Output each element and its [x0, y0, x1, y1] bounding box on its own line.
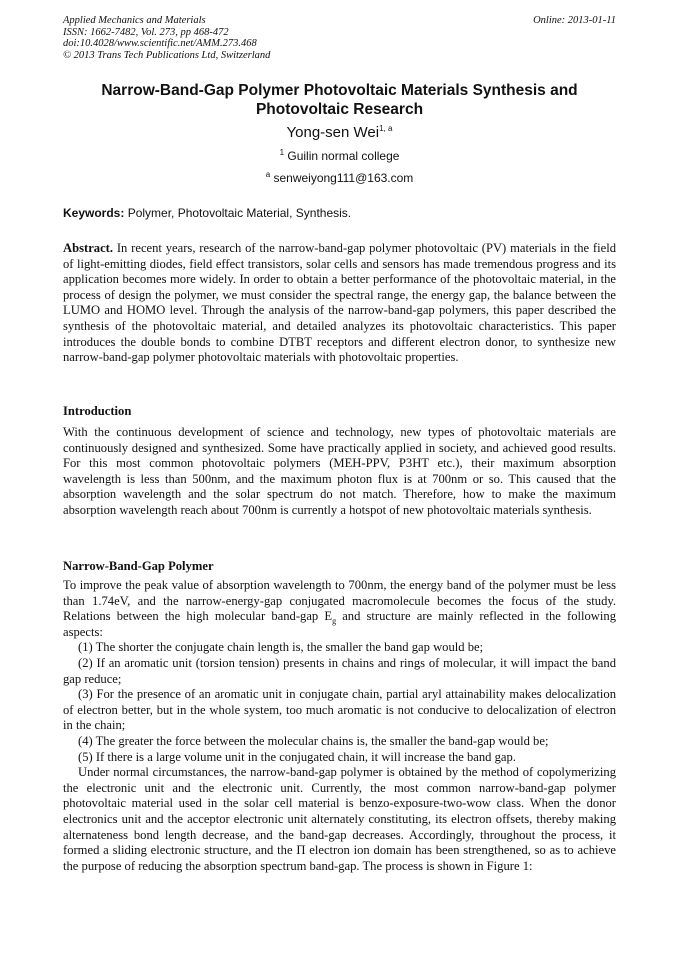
nbg-paragraph-1 [63, 578, 616, 640]
keywords-label: Keywords: [63, 206, 125, 220]
affiliation-text: Guilin normal college [284, 149, 400, 163]
journal-name: Applied Mechanics and Materials [63, 15, 206, 26]
online-date: Online: 2013-01-11 [533, 15, 616, 26]
issn-line: ISSN: 1662-7482, Vol. 273, pp 468-472 [63, 26, 229, 38]
abstract-label: Abstract. [63, 241, 114, 255]
nbg-item-3: (3) For the presence of an aromatic unit in conjugate chain, partial aryl attainability makes delocalization of electron better, but in the whole system, too much aromatic is not conducive to delocalization of electron in the chain; [63, 687, 616, 733]
abstract [63, 241, 616, 366]
paper-title [63, 81, 616, 119]
author-sup: 1, a [379, 124, 393, 133]
narrow-band-gap-section [63, 578, 616, 874]
email-line [63, 171, 616, 186]
nbg-p1-text-a: To improve the peak value of absorption wavelength to 700nm, the energy band of the polymer must be less than 1.74eV, and the narrow-energy-gap conjugated macromolecule becomes the focus of the study. Relations between the high molecular band-gap E [63, 578, 616, 624]
nbg-p1-sub: g [332, 616, 337, 626]
nbg-item-2: (2) If an aromatic unit (torsion tension) presents in chains and rings of molecular, it will impact the band gap reduce; [63, 655, 616, 686]
copyright-line: © 2013 Trans Tech Publications Ltd, Switzerland [63, 49, 271, 61]
title-line-2: Photovoltaic Research [255, 101, 424, 118]
narrow-band-gap-heading: Narrow-Band-Gap Polymer [63, 559, 214, 573]
author-name: Yong-sen Wei [286, 124, 380, 141]
keywords-text: Polymer, Photovoltaic Material, Synthesis. [124, 206, 352, 220]
nbg-p1-text-b: and structure are mainly reflected in the following aspects: [63, 609, 616, 639]
nbg-paragraph-2: Under normal circumstances, the narrow-band-gap polymer is obtained by the method of copolymerizing the electronic unit and the electronic unit. Currently, the most common narrow-band-gap polymer photovoltaic material used in the solar cell material is benzo-exposure-two-wow class. When the donor electronics unit and the acceptor electronic unit alternately constituting, its electron offsets, thereby making alternateness bond length decrease, and the band-gap decreases. Accordingly, throughout the process, it formed a sliding electronic structure, and the Π electron ion domain has been strengthened, so as to achieve the purpose of reducing the absorption spectrum band-gap. The process is shown in Figure 1: [63, 765, 616, 873]
title-line-1: Narrow-Band-Gap Polymer Photovoltaic Materials Synthesis and [101, 82, 578, 99]
author-line [63, 124, 616, 142]
email-text: senweiyong111@163.com [270, 171, 414, 185]
introduction-heading: Introduction [63, 404, 132, 418]
nbg-item-1: (1) The shorter the conjugate chain length is, the smaller the band gap would be; [78, 640, 484, 655]
abstract-text: In recent years, research of the narrow-band-gap polymer photovoltaic (PV) materials in the field of light-emitting diodes, field effect transistors, solar cells and sensors has made tremendous progress and its application becomes more widely. In order to obtain a better performance of the photovoltaic material, in the process of design the polymer, we must consider the spectral range, the energy gap, the balance between the LUMO and HOMO level. Through the analysis of the narrow-band-gap polymers, this paper described the synthesis of the photovoltaic material, and detailed analyzes its photovoltaic characteristics. This paper introduces the double bonds to combine DTBT receptors and different electron donor, to synthesize new narrow-band-gap polymer photovoltaic materials with photovoltaic properties. [63, 241, 616, 365]
keywords [63, 206, 616, 221]
introduction-text: With the continuous development of science and technology, new types of photovoltaic materials are continuously designed and synthesized. Some have practically applied in society, and achieved good results. For this most common photovoltaic polymers (MEH-PPV, P3HT etc.), their maximum absorption wavelength is less than 500nm, and the maximum photon flux is at 700nm or so. This caused that the absorption wavelength and the solar spectrum do not match. Therefore, how to make the maximum absorption wavelength reach about 700nm is currently a hotspot of new photovoltaic materials synthesis. [63, 425, 616, 517]
nbg-item-4: (4) The greater the force between the molecular chains is, the smaller the band-gap would be; [78, 733, 549, 748]
email-sup: a [265, 170, 271, 179]
doi-line: doi:10.4028/www.scientific.net/AMM.273.468 [63, 38, 257, 49]
affiliation-line [63, 149, 616, 164]
journal-header [63, 15, 616, 61]
affiliation-sup: 1 [279, 148, 285, 157]
nbg-item-5: (5) If there is a large volume unit in the conjugated chain, it will increase the band gap. [78, 749, 516, 764]
